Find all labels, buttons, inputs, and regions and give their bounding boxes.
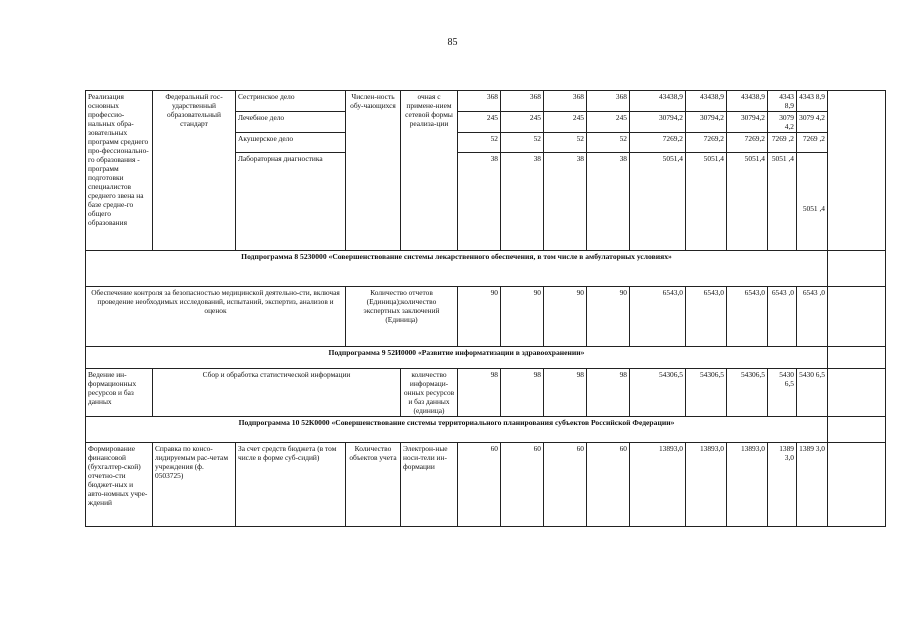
page-number: 85 bbox=[447, 37, 458, 48]
finance-cell: 6543 ,0 bbox=[768, 287, 797, 347]
form-cell: очная с примене-нием сетевой формы реализа-ции bbox=[401, 91, 458, 251]
finance-cell: 54306,5 bbox=[727, 369, 768, 417]
value-cell: 60 bbox=[587, 443, 630, 527]
finance-cell: 54306,5 bbox=[630, 369, 686, 417]
finance-cell: 6543,0 bbox=[686, 287, 727, 347]
subprogram-title: Подпрограмма 8 5230000 «Совершенствование системы лекарственного обеспечения, в том числе в амбулаторных условиях» bbox=[86, 251, 828, 287]
value-cell: 368 bbox=[587, 91, 630, 112]
specialty-cell: Лабораторная диагностика bbox=[236, 153, 346, 251]
indicator-cell: количество информаци-онных ресурсов и баз данных (единица) bbox=[401, 369, 458, 417]
specialty-cell: Сестринское дело bbox=[236, 91, 346, 112]
value-cell: 245 bbox=[587, 112, 630, 133]
finance-cell: 43438,9 bbox=[727, 91, 768, 112]
subprogram-row bbox=[86, 347, 886, 369]
value-cell: 98 bbox=[458, 369, 501, 417]
value-cell: 38 bbox=[544, 153, 587, 251]
finance-cell: 1389 3,0 bbox=[768, 443, 797, 527]
finance-cell: 13893,0 bbox=[727, 443, 768, 527]
activity-cell: Сбор и обработка статистической информации bbox=[153, 369, 401, 417]
value-cell: 38 bbox=[458, 153, 501, 251]
finance-cell: 5051,4 bbox=[686, 153, 727, 251]
standard-cell: Федеральный гос-ударственный образовательный стандарт bbox=[153, 91, 236, 251]
subprogram-title: Подпрограмма 10 52К0000 «Совершенствование системы территориального планирования субъектов Российской Федерации» bbox=[86, 417, 828, 443]
value-cell: 368 bbox=[501, 91, 544, 112]
finance-cell: 3079 4,2 bbox=[797, 112, 828, 133]
value-cell: 38 bbox=[587, 153, 630, 251]
table-row bbox=[86, 287, 886, 347]
finance-cell: 30794,2 bbox=[630, 112, 686, 133]
finance-cell: 13893,0 bbox=[686, 443, 727, 527]
finance-cell: 43438,9 bbox=[630, 91, 686, 112]
value-cell: 52 bbox=[587, 133, 630, 153]
value-cell: 90 bbox=[501, 287, 544, 347]
table-row bbox=[86, 91, 886, 112]
table-row bbox=[86, 443, 886, 527]
finance-cell: 4343 8,9 bbox=[768, 91, 797, 112]
finance-cell: 30794,2 bbox=[727, 112, 768, 133]
finance-cell: 5051 ,4 bbox=[797, 153, 828, 251]
specialty-cell: Лечебное дело bbox=[236, 112, 346, 133]
specialty-cell: Акушерское дело bbox=[236, 133, 346, 153]
finance-cell: 5051 ,4 bbox=[768, 153, 797, 251]
value-cell: 245 bbox=[458, 112, 501, 133]
value-cell: 52 bbox=[458, 133, 501, 153]
value-cell: 90 bbox=[458, 287, 501, 347]
value-cell: 38 bbox=[501, 153, 544, 251]
finance-cell: 3079 4,2 bbox=[768, 112, 797, 133]
finance-cell: 4343 8,9 bbox=[797, 91, 828, 112]
finance-cell: 5430 6,5 bbox=[768, 369, 797, 417]
finance-cell: 6543 ,0 bbox=[797, 287, 828, 347]
value-cell: 90 bbox=[587, 287, 630, 347]
finance-cell: 1389 3,0 bbox=[797, 443, 828, 527]
program-name-cell: Формирование финансовой (бухгалтер-ской) отчетно-сти бюджет-ных и авто-номных учре-ждений bbox=[86, 443, 153, 527]
value-cell: 60 bbox=[544, 443, 587, 527]
value-cell: 52 bbox=[501, 133, 544, 153]
finance-cell: 54306,5 bbox=[686, 369, 727, 417]
funding-cell: За счет средств бюджета (в том числе в форме суб-сидий) bbox=[236, 443, 346, 527]
finance-cell: 30794,2 bbox=[686, 112, 727, 133]
value-cell: 90 bbox=[544, 287, 587, 347]
finance-cell: 13893,0 bbox=[630, 443, 686, 527]
value-cell: 98 bbox=[587, 369, 630, 417]
value-cell: 368 bbox=[544, 91, 587, 112]
finance-cell: 7269 ,2 bbox=[797, 133, 828, 153]
indicator-cell: Количество объектов учета bbox=[346, 443, 401, 527]
finance-cell: 43438,9 bbox=[686, 91, 727, 112]
finance-cell: 5051,4 bbox=[727, 153, 768, 251]
subprogram-row bbox=[86, 251, 886, 287]
report-cell: Справка по консо-лидируемым рас-четам учреждения (ф. 0503725) bbox=[153, 443, 236, 527]
subprogram-row bbox=[86, 417, 886, 443]
finance-cell: 7269,2 bbox=[727, 133, 768, 153]
indicator-cell: Количество отчетов (Единица);количество экспертных заключений (Единица) bbox=[346, 287, 458, 347]
finance-cell: 5051,4 bbox=[630, 153, 686, 251]
finance-cell: 7269 ,2 bbox=[768, 133, 797, 153]
value-cell: 60 bbox=[458, 443, 501, 527]
program-name-cell: Ведение ин-формационных ресурсов и баз данных bbox=[86, 369, 153, 417]
value-cell: 368 bbox=[458, 91, 501, 112]
finance-cell: 6543,0 bbox=[727, 287, 768, 347]
value-cell: 245 bbox=[544, 112, 587, 133]
finance-cell: 5430 6,5 bbox=[797, 369, 828, 417]
finance-cell: 7269,2 bbox=[630, 133, 686, 153]
value-cell: 52 bbox=[544, 133, 587, 153]
activity-cell: Обеспечение контроля за безопасностью медицинской деятельно-сти, включая проведение необходимых исследований, испытаний, экспертиз, анализов и оценок bbox=[86, 287, 346, 347]
finance-cell: 7269,2 bbox=[686, 133, 727, 153]
table-row bbox=[86, 369, 886, 417]
value-cell: 98 bbox=[501, 369, 544, 417]
value-cell: 60 bbox=[501, 443, 544, 527]
subprogram-title: Подпрограмма 9 52И0000 «Развитие информатизации в здравоохранении» bbox=[86, 347, 828, 369]
finance-cell: 6543,0 bbox=[630, 287, 686, 347]
program-name-cell: Реализация основных профессио-нальных обра-зовательных программ среднего про-фессионально-го образования - программ подготовки специалистов среднего звена на базе средне-го общего образования bbox=[86, 91, 153, 251]
indicator-cell: Числен-ность обу-чающихся bbox=[346, 91, 401, 251]
value-cell: 98 bbox=[544, 369, 587, 417]
form-cell: Электрон-ные носи-тели ин-формации bbox=[401, 443, 458, 527]
budget-table bbox=[85, 90, 886, 527]
value-cell: 245 bbox=[501, 112, 544, 133]
